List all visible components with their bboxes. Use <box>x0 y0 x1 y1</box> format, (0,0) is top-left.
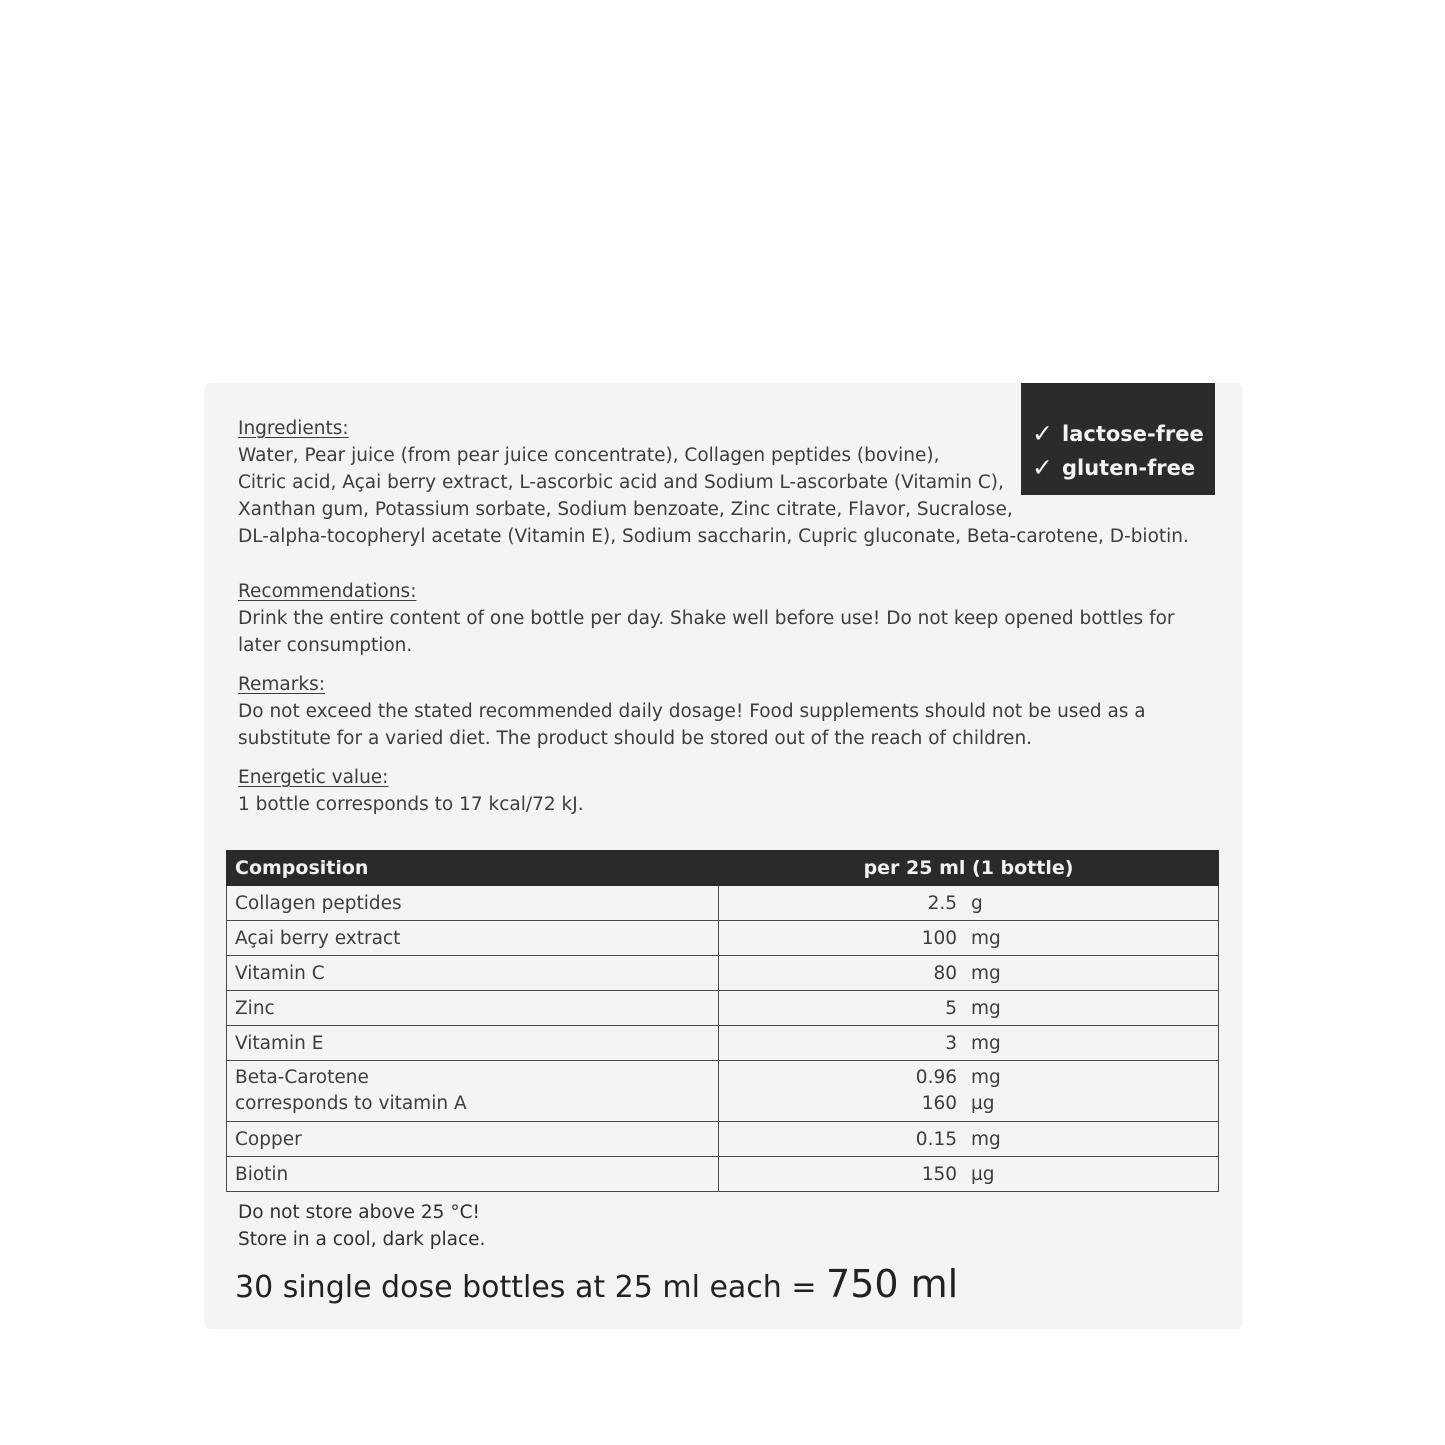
storage-line: Store in a cool, dark place. <box>238 1229 486 1250</box>
amount-unit: mg <box>971 997 1001 1019</box>
bottle-quantity-text: 30 single dose bottles at 25 ml each = <box>235 1270 817 1305</box>
ingredients-heading: Ingredients: <box>238 418 349 439</box>
ingredients-section <box>238 415 1218 550</box>
amount-unit: mg <box>971 1128 1001 1150</box>
ingredients-line: Citric acid, Açai berry extract, L-ascorbic acid and Sodium L-ascorbate (Vitamin C), <box>238 472 1004 493</box>
ingredients-line: Water, Pear juice (from pear juice concentrate), Collagen peptides (bovine), <box>238 445 940 466</box>
storage-instructions <box>238 1199 485 1253</box>
table-row <box>227 1026 1219 1061</box>
nutrient-amount-cell <box>719 1061 1219 1122</box>
nutrient-name: Açai berry extract <box>227 921 719 956</box>
nutrient-amount-cell <box>719 956 1219 991</box>
table-row <box>227 956 1219 991</box>
amount-value: 5 <box>945 997 957 1019</box>
header-per-bottle: per 25 ml (1 bottle) <box>719 851 1219 886</box>
amount-unit: g <box>971 892 983 914</box>
amount-value: 150 <box>921 1163 957 1185</box>
energetic-text: 1 bottle corresponds to 17 kcal/72 kJ. <box>238 794 584 815</box>
amount-value: 3 <box>945 1032 957 1054</box>
amount-unit: mg <box>971 962 1001 984</box>
amount-value: 80 <box>933 962 957 984</box>
amount-value: 0.15 <box>915 1128 957 1150</box>
remarks-heading: Remarks: <box>238 674 325 695</box>
amount-unit: mg <box>971 1032 1001 1054</box>
amount-value: 0.96 <box>915 1067 957 1088</box>
nutrient-name-cell <box>227 1061 719 1122</box>
amount-unit: µg <box>971 1093 995 1114</box>
energetic-section <box>238 764 1218 818</box>
nutrient-amount-cell <box>719 921 1219 956</box>
nutrient-amount-cell <box>719 886 1219 921</box>
checkmark-icon: ✓ <box>1032 419 1053 448</box>
table-row <box>227 1122 1219 1157</box>
table-row <box>227 921 1219 956</box>
ingredients-line: DL-alpha-tocopheryl acetate (Vitamin E), Sodium saccharin, Cupric gluconate, Beta-carotene, D-biotin. <box>238 526 1189 547</box>
nutrient-amount-cell <box>719 1026 1219 1061</box>
recommendations-section <box>238 578 1218 659</box>
nutrient-amount-cell <box>719 1122 1219 1157</box>
remarks-section <box>238 671 1218 752</box>
header-composition: Composition <box>227 851 719 886</box>
table-row <box>227 1061 1219 1122</box>
nutrient-subname: corresponds to vitamin A <box>235 1093 467 1114</box>
amount-value: 100 <box>921 927 957 949</box>
amount-value: 2.5 <box>927 892 957 914</box>
nutrient-amount-cell <box>719 1157 1219 1192</box>
remarks-line: substitute for a varied diet. The product should be stored out of the reach of children. <box>238 728 1033 749</box>
nutrient-name: Vitamin C <box>227 956 719 991</box>
composition-table <box>226 850 1219 1192</box>
storage-line: Do not store above 25 °C! <box>238 1202 480 1223</box>
nutrient-amount-cell <box>719 991 1219 1026</box>
table-header-row <box>227 851 1219 886</box>
table-row <box>227 1157 1219 1192</box>
table-row <box>227 991 1219 1026</box>
amount-value: 160 <box>921 1093 957 1114</box>
remarks-line: Do not exceed the stated recommended daily dosage! Food supplements should not be used as a <box>238 701 1146 722</box>
energetic-heading: Energetic value: <box>238 767 389 788</box>
nutrient-name: Collagen peptides <box>227 886 719 921</box>
nutrient-name: Vitamin E <box>227 1026 719 1061</box>
recommendations-heading: Recommendations: <box>238 581 417 602</box>
nutrient-name: Zinc <box>227 991 719 1026</box>
checkmark-icon: ✓ <box>1032 453 1053 482</box>
ingredients-line: Xanthan gum, Potassium sorbate, Sodium benzoate, Zinc citrate, Flavor, Sucralose, <box>238 499 1013 520</box>
bottle-quantity <box>235 1262 958 1306</box>
amount-unit: mg <box>971 1067 1001 1088</box>
table-row <box>227 886 1219 921</box>
nutrient-name: Copper <box>227 1122 719 1157</box>
amount-unit: µg <box>971 1163 995 1185</box>
bottle-total-volume: 750 ml <box>826 1262 959 1306</box>
recommendations-line: later consumption. <box>238 635 413 656</box>
recommendations-line: Drink the entire content of one bottle per day. Shake well before use! Do not keep opened bottles for <box>238 608 1175 629</box>
badge-label: gluten-free <box>1062 456 1196 480</box>
amount-unit: mg <box>971 927 1001 949</box>
nutrient-name: Biotin <box>227 1157 719 1192</box>
nutrient-name: Beta-Carotene <box>235 1067 369 1088</box>
badge-label: lactose-free <box>1062 422 1204 446</box>
